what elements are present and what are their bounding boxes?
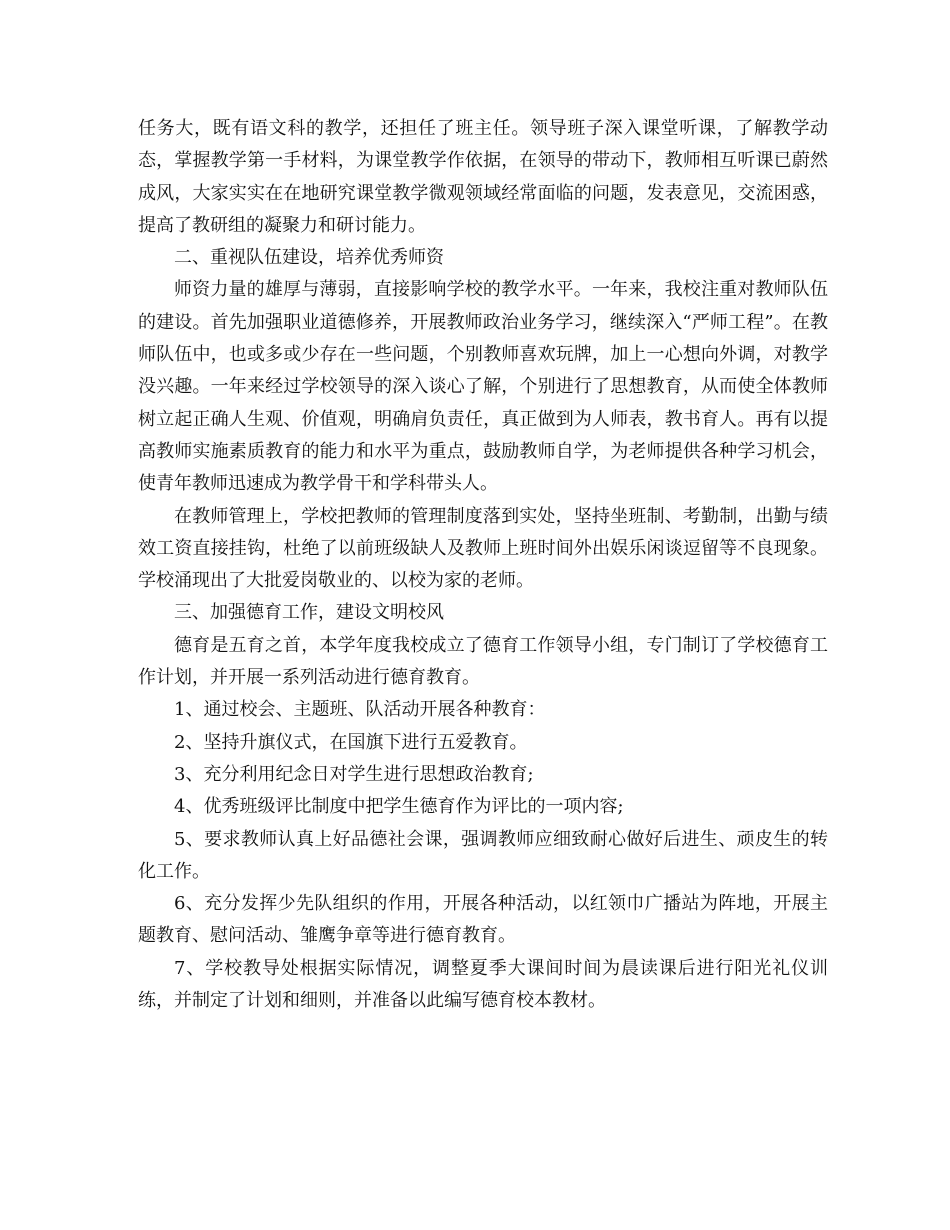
list-item-1: 1、通过校会、主题班、队活动开展各种教育： <box>174 699 546 721</box>
paragraph-teacher-strength: 师资力量的雄厚与薄弱，直接影响学校的教学水平。一年来，我校注重对教师队伍的建设。首先加强职业道德修养，开展教师政治业务学习，继续深入“严师工程”。在教师队伍中，也或多或少存在一些问题，个别教师喜欢玩牌，加上一心想向外调，对教学没兴趣。一年来经过学校领导的深入谈心了解，个别进行了思想教育，从而使全体教师树立起正确人生观、价值观，明确肩负责任，真正做到为人师表，教书育人。再有以提高教师实施素质教育的能力和水平为重点，鼓励教师自学，为老师提供各种学习机会，使青年教师迅速成为教学骨干和学科带头人。 <box>138 279 828 495</box>
list-item-7: 7、学校教导处根据实际情况，调整夏季大课间时间为晨读课后进行阳光礼仪训练，并制定了计划和细则，并准备以此编写德育校本教材。 <box>138 957 828 1012</box>
list-item-2: 2、坚持升旗仪式，在国旗下进行五爱教育。 <box>174 731 528 753</box>
list-item-4: 4、优秀班级评比制度中把学生德育作为评比的一项内容; <box>174 796 624 818</box>
paragraph-teacher-management: 在教师管理上，学校把教师的管理制度落到实处，坚持坐班制、考勤制，出勤与绩效工资直接挂钩，杜绝了以前班级缺人及教师上班时间外出娱乐闲谈逗留等不良现象。学校涌现出了大批爱岗敬业的、以校为家的老师。 <box>138 505 828 592</box>
list-item-3: 3、充分利用纪念日对学生进行思想政治教育; <box>174 763 534 785</box>
list-item-5: 5、要求教师认真上好品德社会课，强调教师应细致耐心做好后进生、顽皮生的转化工作。 <box>138 828 828 882</box>
paragraph-continuation: 任务大，既有语文科的教学，还担任了班主任。领导班子深入课堂听课，了解教学动态，掌握教学第一手材料，为课堂教学作依据，在领导的带动下，教师相互听课已蔚然成风，大家实实在在地研究课堂教学微观领域经常面临的问题，发表意见，交流困惑，提高了教研组的凝聚力和研讨能力。 <box>138 118 828 236</box>
paragraph-moral-education: 德育是五育之首，本学年度我校成立了德育工作领导小组，专门制订了学校德育工作计划，并开展一系列活动进行德育教育。 <box>138 634 828 689</box>
document-body <box>138 113 828 1017</box>
section-heading-3: 三、加强德育工作，建设文明校风 <box>174 602 444 624</box>
section-heading-2: 二、重视队伍建设，培养优秀师资 <box>174 247 444 269</box>
list-item-6: 6、充分发挥少先队组织的作用，开展各种活动，以红领巾广播站为阵地，开展主题教育、慰问活动、雏鹰争章等进行德育教育。 <box>138 893 828 947</box>
